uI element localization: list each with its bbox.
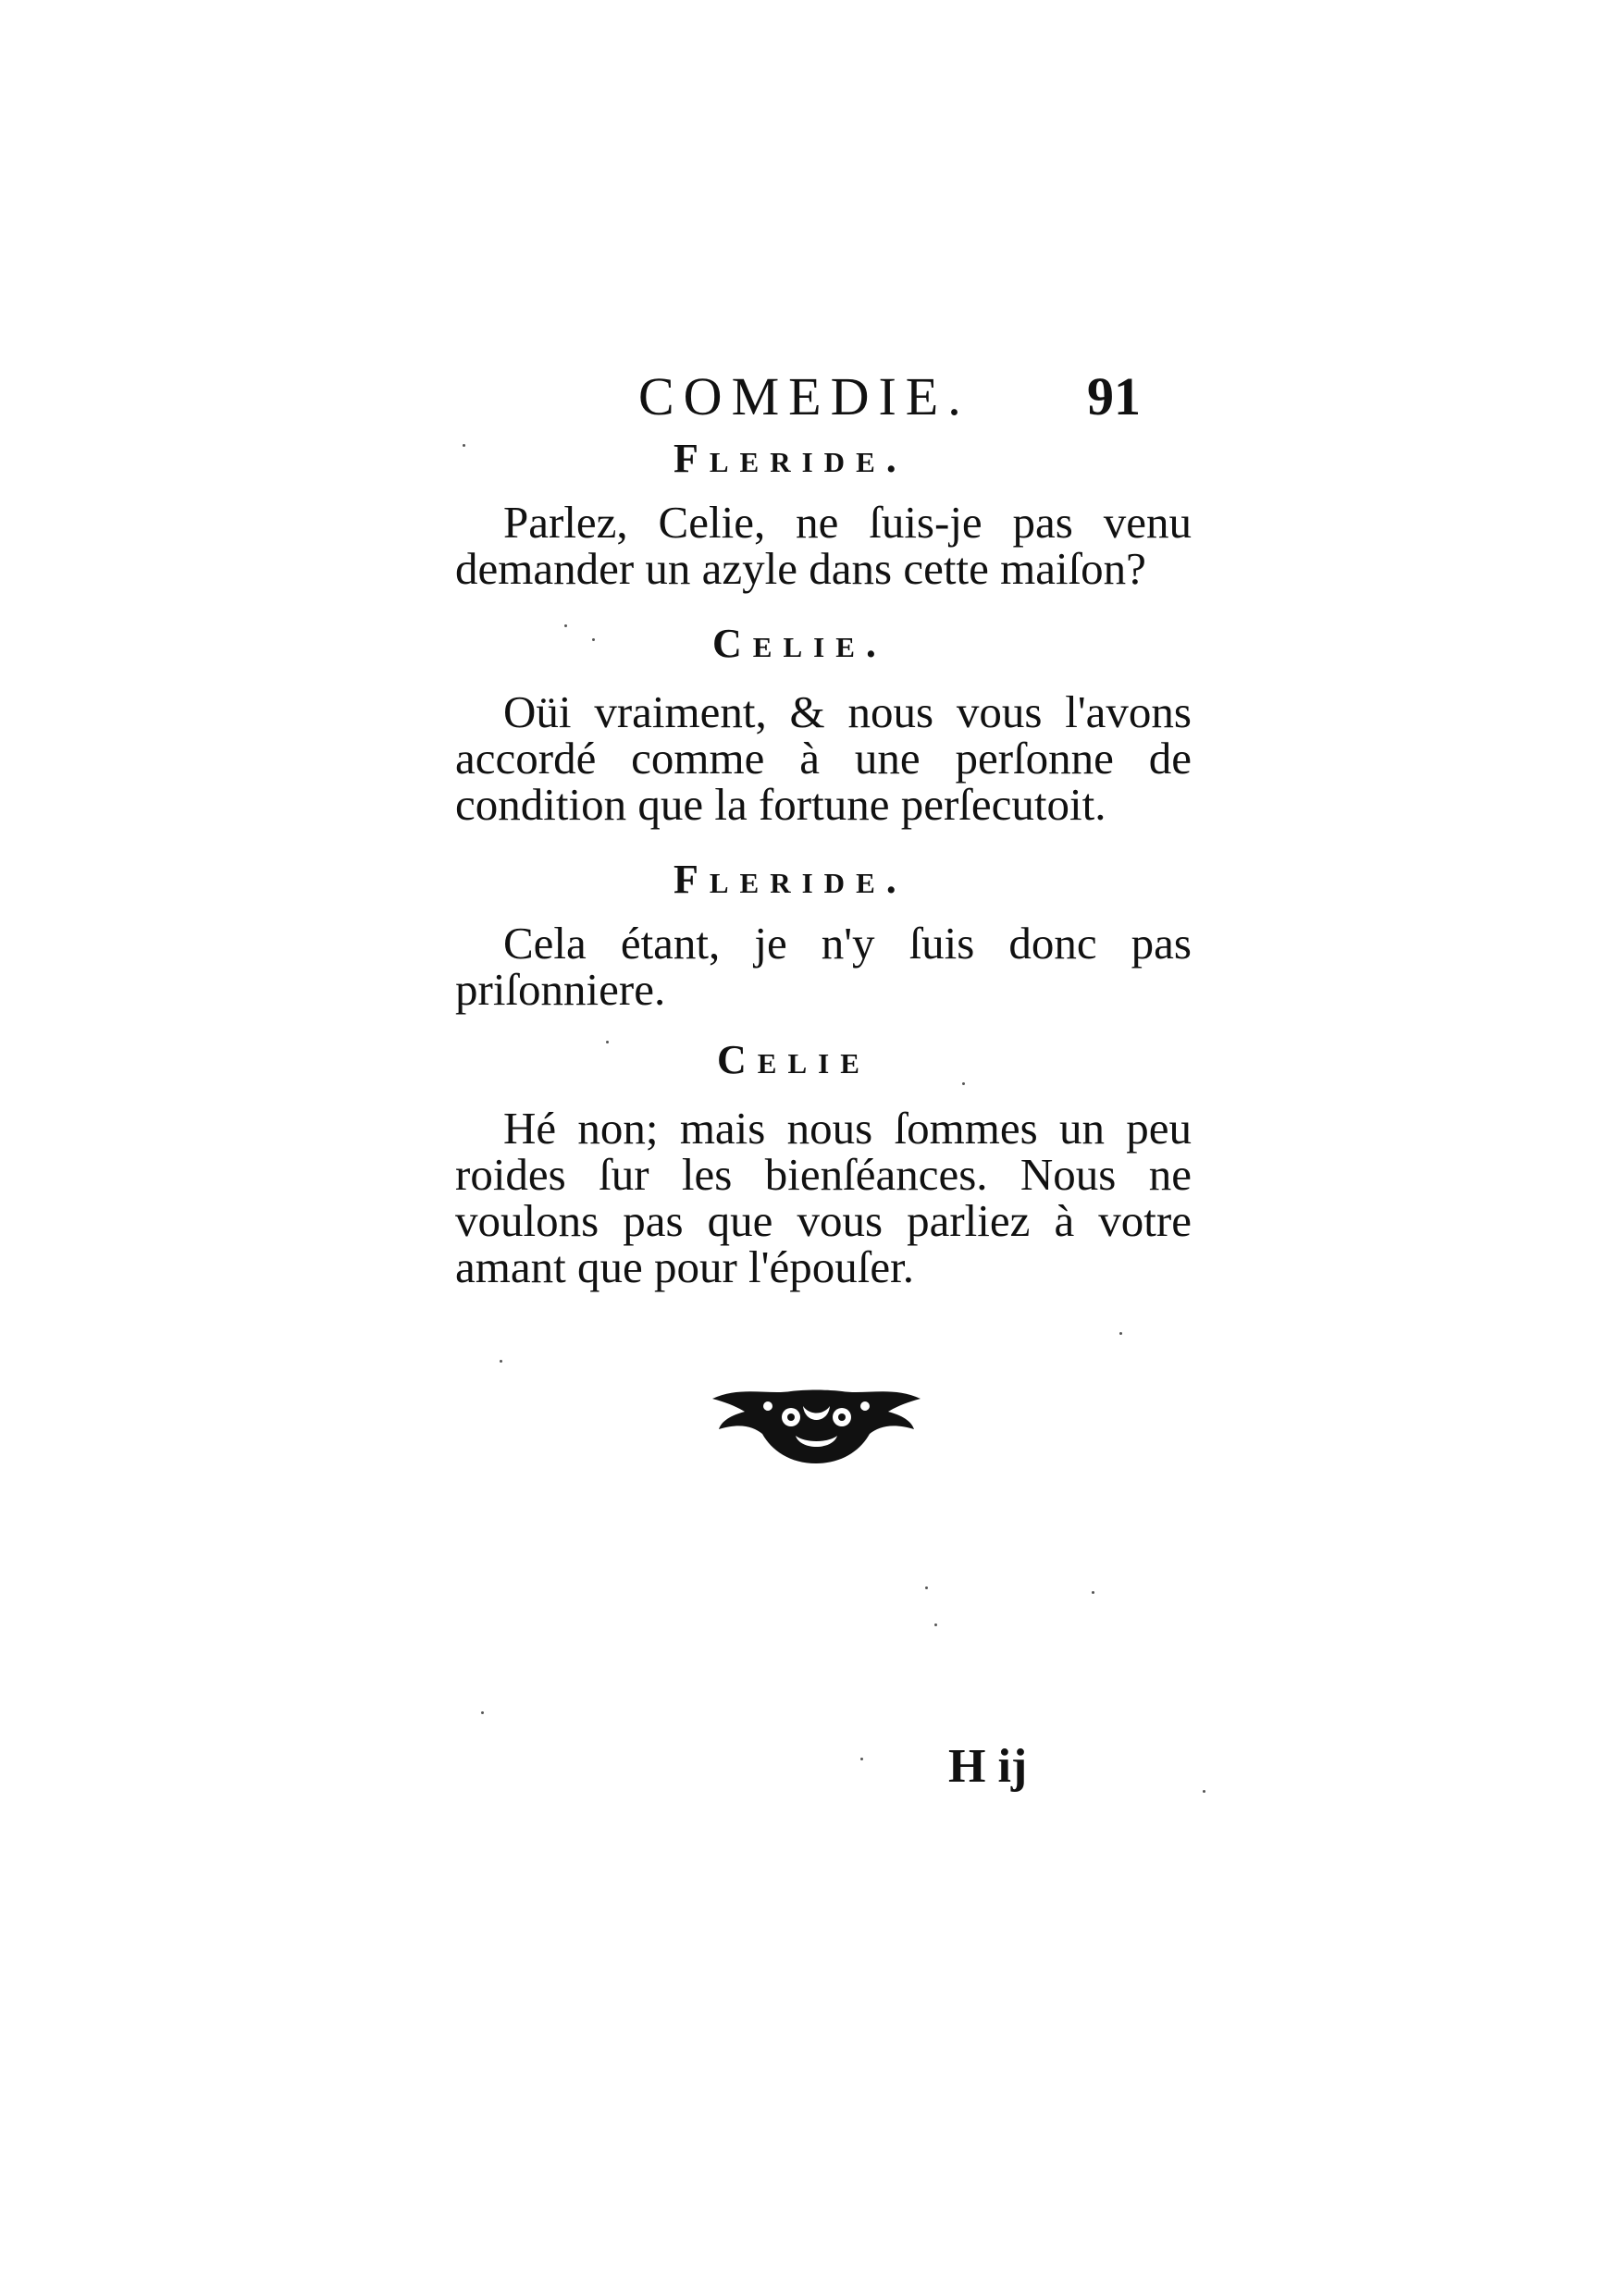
print-speck <box>860 1758 863 1760</box>
print-speck <box>1092 1591 1094 1594</box>
floral-tailpiece-ornament-icon <box>703 1378 930 1471</box>
print-speck <box>1119 1332 1122 1335</box>
print-speck <box>1203 1790 1205 1793</box>
signature-mark: H ij <box>948 1740 1028 1793</box>
speech-text: Hé non; mais nous ſommes un peu roides ſur les bienſéances. Nous ne voulons pas que vous parliez à votre amant que pour l'épouſer. <box>455 1103 1192 1292</box>
print-speck <box>925 1586 928 1589</box>
print-speck <box>934 1623 937 1626</box>
speaker-name: Fleride. <box>674 857 908 902</box>
speech-text: Parlez, Celie, ne ſuis-je pas venu demander un azyle dans cette maiſon? <box>455 497 1192 594</box>
running-title: COMEDIE. <box>638 366 970 426</box>
print-speck <box>606 1041 609 1043</box>
print-speck <box>481 1711 484 1714</box>
print-speck <box>564 624 567 627</box>
page-number: 91 <box>1087 366 1141 426</box>
print-speck <box>463 444 465 447</box>
speaker-name: Fleride. <box>674 436 908 481</box>
print-speck <box>592 638 595 641</box>
speaker-name: Celie. <box>712 621 887 666</box>
speech-text: Oüi vraiment, & nous vous l'avons accordé comme à une perſonne de condition que la fortune perſecutoit. <box>455 686 1192 830</box>
print-speck <box>500 1360 502 1363</box>
print-speck <box>962 1082 965 1085</box>
speaker-name: Celie <box>717 1037 871 1082</box>
speech-text: Cela étant, je n'y ſuis donc pas priſonniere. <box>455 918 1192 1015</box>
